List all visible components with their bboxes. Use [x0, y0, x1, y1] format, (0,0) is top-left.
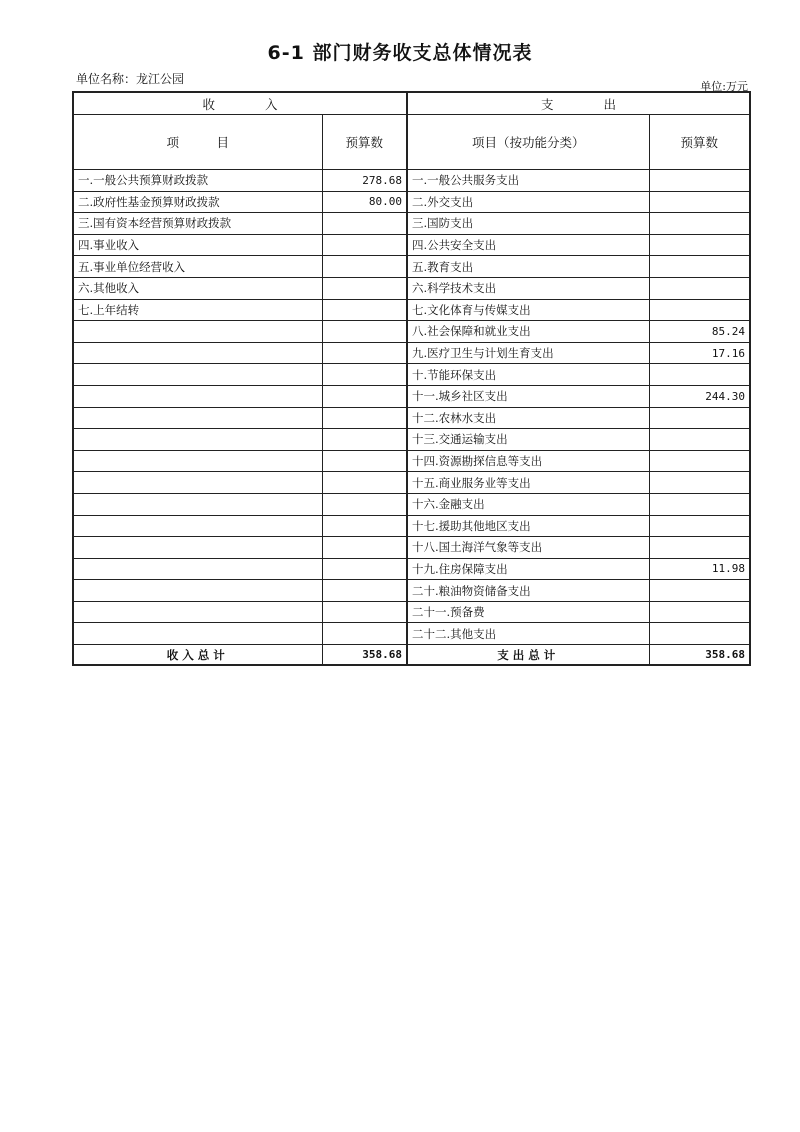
expense-value-cell: [649, 515, 750, 537]
unit-label: 单位:万元: [700, 80, 748, 93]
income-value-cell: [322, 558, 407, 580]
expense-item-cell: 一.一般公共服务支出: [407, 170, 649, 192]
table-row: [73, 234, 750, 256]
table-row: [73, 342, 750, 364]
expense-value-cell: [649, 472, 750, 494]
expense-item-cell: 九.医疗卫生与计划生育支出: [407, 342, 649, 364]
expense-item-cell: 四.公共安全支出: [407, 234, 649, 256]
income-section-header: 收 入: [73, 92, 407, 115]
income-value-cell: [322, 601, 407, 623]
income-value-cell: [322, 623, 407, 645]
expense-total-label: 支出总计: [407, 645, 649, 666]
income-item-cell: 二.政府性基金预算财政拨款: [73, 191, 322, 213]
table-row: [73, 558, 750, 580]
income-item-header: 项 目: [73, 115, 322, 170]
income-item-cell: 六.其他收入: [73, 277, 322, 299]
table-row: [73, 450, 750, 472]
expense-item-cell: 十九.住房保障支出: [407, 558, 649, 580]
expense-item-cell: 十八.国土海洋气象等支出: [407, 537, 649, 559]
column-header-row: [73, 115, 750, 170]
income-item-cell: 一.一般公共预算财政拨款: [73, 170, 322, 192]
budget-table: [72, 91, 751, 666]
expense-item-cell: 十一.城乡社区支出: [407, 385, 649, 407]
table-row: [73, 364, 750, 386]
table-row: [73, 256, 750, 278]
income-item-cell: [73, 537, 322, 559]
expense-item-cell: 六.科学技术支出: [407, 277, 649, 299]
income-value-cell: [322, 213, 407, 235]
expense-section-header: 支 出: [407, 92, 750, 115]
income-value-cell: [322, 515, 407, 537]
expense-value-cell: [649, 256, 750, 278]
table-row: [73, 515, 750, 537]
table-row: [73, 385, 750, 407]
income-item-cell: [73, 472, 322, 494]
table-row: [73, 213, 750, 235]
table-row: [73, 277, 750, 299]
income-value-cell: [322, 342, 407, 364]
income-item-cell: [73, 558, 322, 580]
expense-item-cell: 八.社会保障和就业支出: [407, 321, 649, 343]
income-value-cell: [322, 493, 407, 515]
income-item-cell: [73, 429, 322, 451]
expense-value-cell: [649, 601, 750, 623]
expense-value-cell: [649, 234, 750, 256]
table-row: [73, 601, 750, 623]
income-item-cell: [73, 364, 322, 386]
income-item-cell: [73, 342, 322, 364]
income-item-cell: [73, 493, 322, 515]
expense-item-cell: 十五.商业服务业等支出: [407, 472, 649, 494]
income-value-cell: [322, 407, 407, 429]
income-item-cell: 五.事业单位经营收入: [73, 256, 322, 278]
income-value-cell: [322, 299, 407, 321]
table-row: [73, 493, 750, 515]
expense-value-cell: [649, 364, 750, 386]
income-item-cell: [73, 515, 322, 537]
income-value-cell: 278.68: [322, 170, 407, 192]
income-value-cell: 80.00: [322, 191, 407, 213]
expense-value-cell: [649, 537, 750, 559]
expense-value-cell: [649, 429, 750, 451]
expense-total-value: 358.68: [649, 645, 750, 666]
expense-value-cell: [649, 493, 750, 515]
expense-item-cell: 三.国防支出: [407, 213, 649, 235]
table-row: [73, 472, 750, 494]
income-total-label: 收入总计: [73, 645, 322, 666]
table-row: [73, 299, 750, 321]
income-value-cell: [322, 472, 407, 494]
expense-item-cell: 七.文化体育与传媒支出: [407, 299, 649, 321]
expense-item-cell: 二十.粮油物资储备支出: [407, 580, 649, 602]
expense-item-cell: 五.教育支出: [407, 256, 649, 278]
income-value-cell: [322, 450, 407, 472]
expense-value-cell: [649, 170, 750, 192]
table-row: [73, 321, 750, 343]
income-value-cell: [322, 234, 407, 256]
income-value-cell: [322, 537, 407, 559]
table-row: [73, 170, 750, 192]
expense-value-cell: [649, 299, 750, 321]
expense-value-cell: [649, 623, 750, 645]
income-value-cell: [322, 277, 407, 299]
expense-item-cell: 二十二.其他支出: [407, 623, 649, 645]
page-title: 6-1 部门财务收支总体情况表: [267, 42, 533, 64]
expense-item-cell: 二十一.预备费: [407, 601, 649, 623]
unit-name: 单位名称：龙江公园: [76, 72, 185, 86]
expense-value-cell: [649, 450, 750, 472]
table-row: [73, 623, 750, 645]
expense-item-cell: 二.外交支出: [407, 191, 649, 213]
income-value-cell: [322, 256, 407, 278]
expense-item-cell: 十二.农林水支出: [407, 407, 649, 429]
income-total-value: 358.68: [322, 645, 407, 666]
expense-value-cell: [649, 191, 750, 213]
income-item-cell: [73, 450, 322, 472]
expense-item-cell: 十六.金融支出: [407, 493, 649, 515]
table-row: [73, 407, 750, 429]
table-row: [73, 191, 750, 213]
income-item-cell: [73, 385, 322, 407]
income-item-cell: [73, 623, 322, 645]
expense-budget-header: 预算数: [649, 115, 750, 170]
income-item-cell: [73, 580, 322, 602]
expense-item-cell: 十四.资源勘探信息等支出: [407, 450, 649, 472]
expense-value-cell: [649, 407, 750, 429]
total-row: [73, 645, 750, 666]
income-value-cell: [322, 580, 407, 602]
expense-value-cell: [649, 213, 750, 235]
table-row: [73, 580, 750, 602]
section-header-row: [73, 92, 750, 115]
expense-value-cell: 11.98: [649, 558, 750, 580]
expense-value-cell: [649, 277, 750, 299]
expense-item-cell: 十三.交通运输支出: [407, 429, 649, 451]
table-body: [73, 170, 750, 645]
income-item-cell: 三.国有资本经营预算财政拨款: [73, 213, 322, 235]
expense-item-cell: 十.节能环保支出: [407, 364, 649, 386]
income-value-cell: [322, 364, 407, 386]
income-value-cell: [322, 429, 407, 451]
income-value-cell: [322, 321, 407, 343]
income-item-cell: [73, 601, 322, 623]
income-item-cell: 四.事业收入: [73, 234, 322, 256]
income-item-cell: [73, 407, 322, 429]
income-item-cell: 七.上年结转: [73, 299, 322, 321]
expense-item-header: 项目（按功能分类）: [407, 115, 649, 170]
expense-item-cell: 十七.援助其他地区支出: [407, 515, 649, 537]
income-budget-header: 预算数: [322, 115, 407, 170]
income-item-cell: [73, 321, 322, 343]
expense-value-cell: 85.24: [649, 321, 750, 343]
income-value-cell: [322, 385, 407, 407]
expense-value-cell: [649, 580, 750, 602]
expense-value-cell: 17.16: [649, 342, 750, 364]
table-row: [73, 537, 750, 559]
table-row: [73, 429, 750, 451]
expense-value-cell: 244.30: [649, 385, 750, 407]
